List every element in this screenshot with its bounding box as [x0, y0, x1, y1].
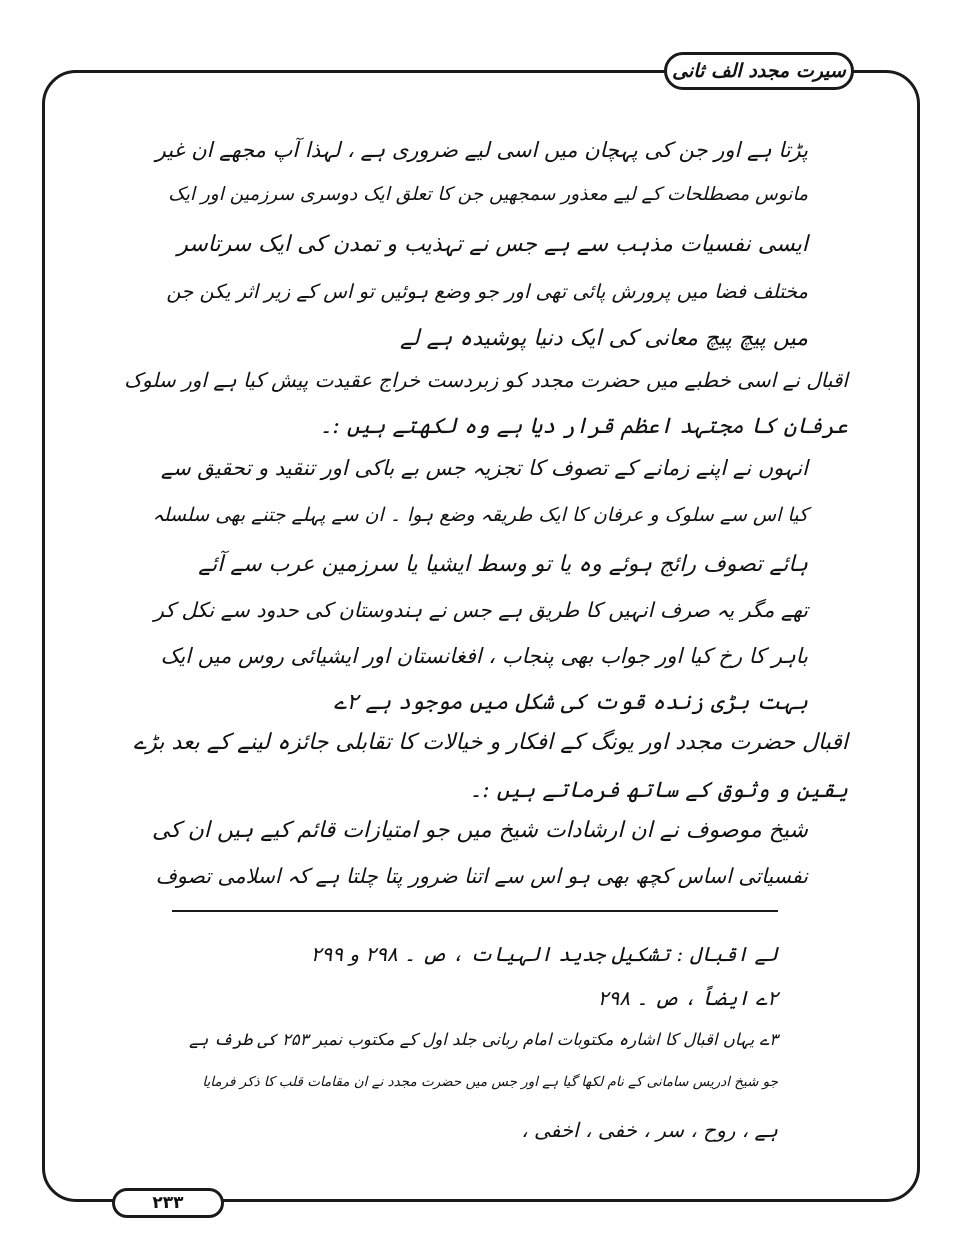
para2-line: اقبال حضرت مجدد اور یونگ کے افکار و خیالات کا تقابلی جائزہ لینے کے بعد بڑے — [133, 730, 848, 755]
quote2-line: کیا اس سے سلوک و عرفان کا ایک طریقہ وضع ہوا ۔ ان سے پہلے جتنے بھی سلسلہ — [152, 504, 808, 526]
footnote: ٢ے ایضاً ، ص ۔ ۲۹۸ — [597, 986, 778, 1010]
quote2-line: تھے مگر یہ صرف انہیں کا طریق ہے جس نے ہندوستان کی حدود سے نکل کر — [153, 598, 808, 622]
quote3-line: شیخ موصوف نے ان ارشادات شیخ میں جو امتیازات قائم کیے ہیں ان کی — [151, 818, 808, 843]
quote2-line: انہوں نے اپنے زمانے کے تصوف کا تجزیہ جس بے باکی اور تنقید و تحقیق سے — [160, 456, 808, 480]
quote1-line: مانوس مصطلحات کے لیے معذور سمجھیں جن کا تعلق ایک دوسری سرزمین اور ایک — [168, 184, 808, 205]
footnote: ہے ، روح ، سر ، خفی ، اخفی ، — [521, 1118, 778, 1142]
footnote-divider — [172, 910, 778, 912]
quote2-line: باہر کا رخ کیا اور جواب بھی پنجاب ، افغانستان اور ایشیائی روس میں ایک — [160, 644, 808, 668]
page-number-tab — [112, 1188, 224, 1218]
para1-line: اقبال نے اسی خطبے میں حضرت مجدد کو زبردست خراج عقیدت پیش کیا ہے اور سلوک — [124, 368, 848, 392]
quote1-line: میں پیچ پیچ معانی کی ایک دنیا پوشیدہ ہے لے — [400, 326, 808, 351]
running-header — [664, 52, 854, 90]
footnote: لے اقبال : تشکیل جدید الہیات ، ص ۔ ۲۹۸ و ۲۹۹ — [310, 942, 778, 966]
quote3-line: نفسیاتی اساس کچھ بھی ہو اس سے اتنا ضرور پتا چلتا ہے کہ اسلامی تصوف — [155, 864, 808, 888]
page-number: ۲۳۳ — [152, 1193, 184, 1213]
quote1-line: ایسی نفسیات مذہب سے ہے جس نے تہذیب و تمدن کی ایک سرتاسر — [177, 232, 808, 257]
running-header-title: سیرت مجدد الف ثانی — [672, 60, 846, 82]
footnote: جو شیخ ادریس سامانی کے نام لکھا گیا ہے اور جس میں حضرت مجدد نے ان مقامات قلب کا ذکر فرمایا — [202, 1074, 778, 1090]
quote1-line: مختلف فضا میں پرورش پائی تھی اور جو وضع ہوئیں تو اس کے زیر اثر یکن جن — [166, 280, 808, 303]
quote1-line: پڑتا ہے اور جن کی پہچان میں اسی لیے ضروری ہے ، لہذا آپ مجھے ان غیر — [155, 138, 808, 162]
quote2-line: ہائے تصوف رائج ہوئے وہ یا تو وسط ایشیا یا سرزمین عرب سے آئے — [198, 552, 808, 577]
para2-line: یقین و وثوق کے ساتھ فرماتے ہیں :۔ — [469, 778, 848, 803]
footnote: ٣ے یہاں اقبال کا اشارہ مکتوبات امام ربانی جلد اول کے مکتوب نمبر ۲۵۳ کی طرف ہے — [188, 1030, 778, 1049]
para1-line: عرفان کا مجتہد اعظم قرار دیا ہے وہ لکھتے ہیں :۔ — [319, 414, 848, 439]
quote2-line: بہت بڑی زندہ قوت کی شکل میں موجود ہے ٢ے — [333, 690, 808, 715]
